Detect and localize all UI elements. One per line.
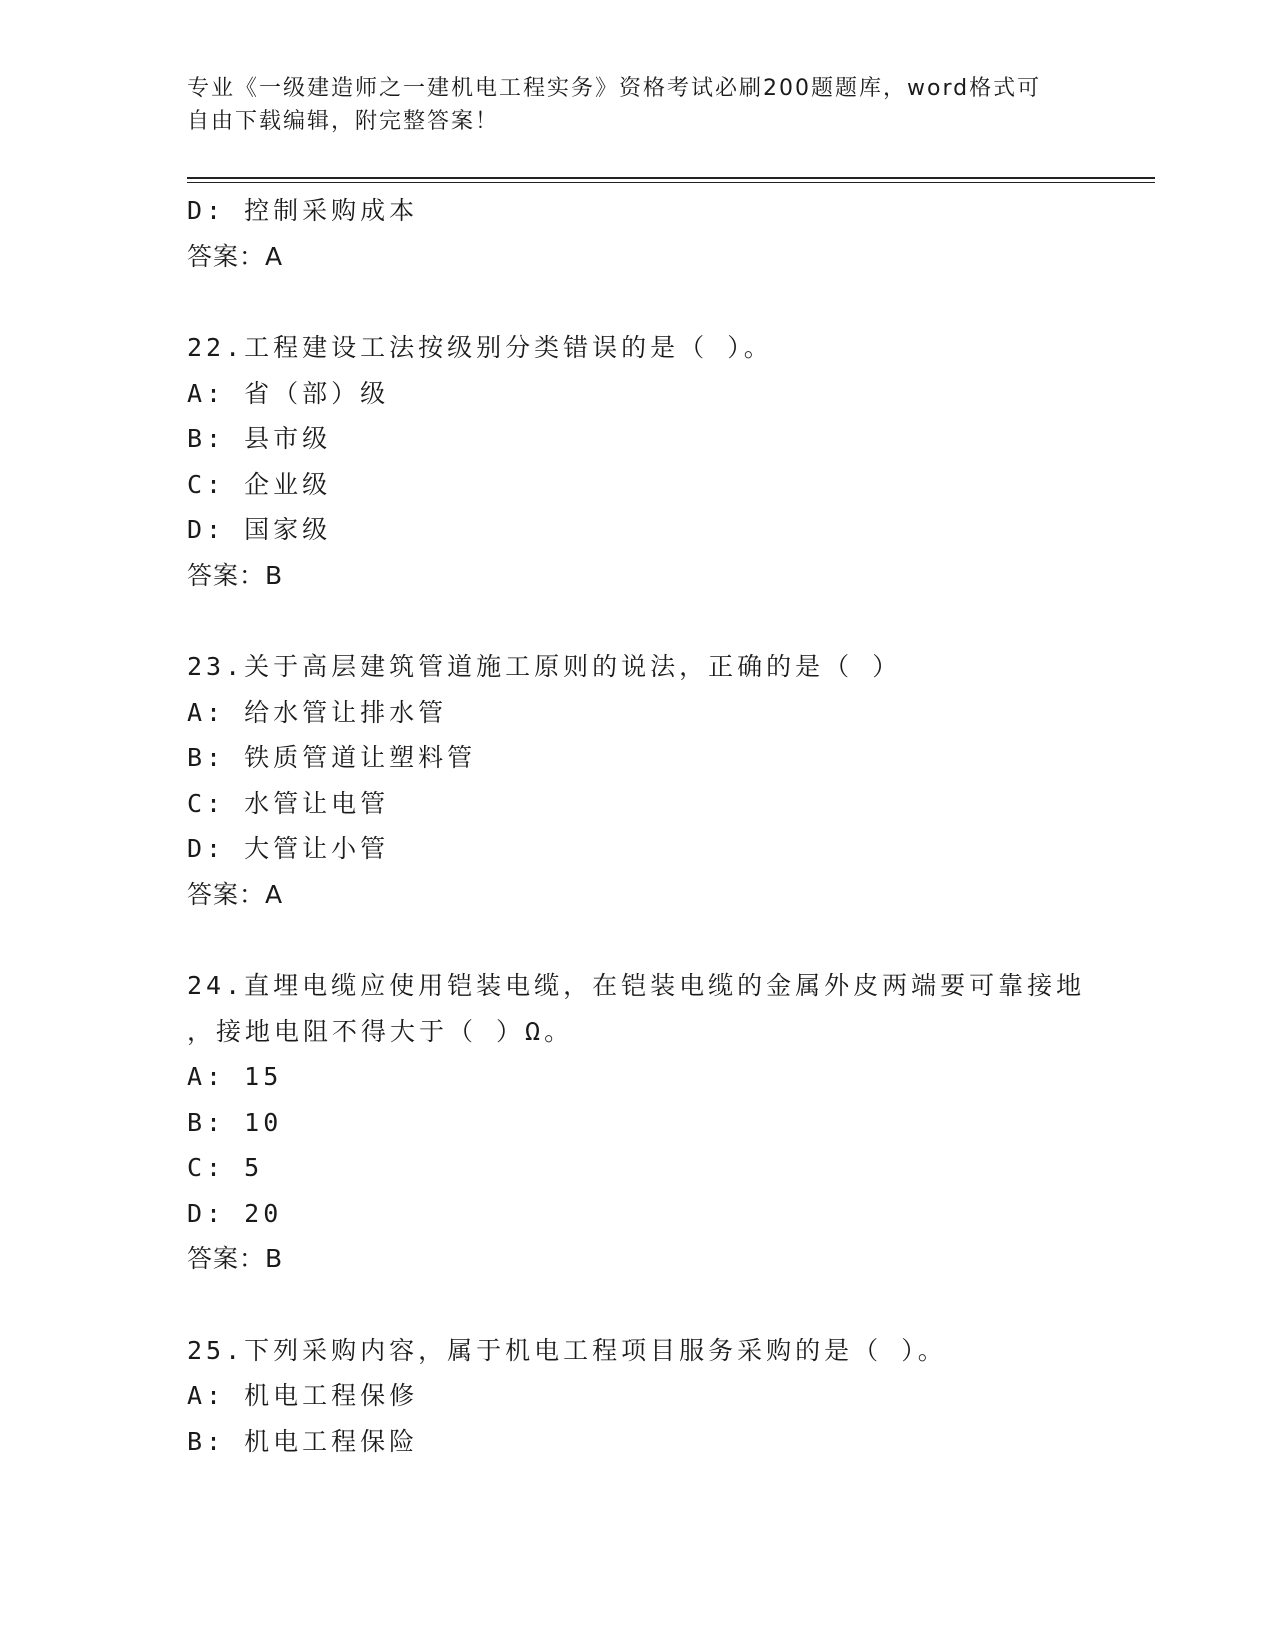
option-c: C: 5 xyxy=(187,1153,264,1182)
question-23 xyxy=(187,644,1147,917)
answer: 答案：A xyxy=(187,241,284,271)
header-line-1: 专业《一级建造师之一建机电工程实务》资格考试必刷200题题库，word格式可 xyxy=(187,76,1042,101)
answer: 答案：A xyxy=(187,879,284,909)
header-rule-thin xyxy=(187,182,1155,183)
question-stem-line-1: 24.直埋电缆应使用铠装电缆，在铠装电缆的金属外皮两端要可靠接地 xyxy=(187,971,1086,1000)
option-a: A: 15 xyxy=(187,1062,283,1091)
question-stem: 23.关于高层建筑管道施工原则的说法，正确的是（ ） xyxy=(187,652,902,681)
option-b: B: 县市级 xyxy=(187,424,332,453)
option-b: B: 铁质管道让塑料管 xyxy=(187,743,477,772)
option-d: D: 20 xyxy=(187,1198,283,1228)
question-list xyxy=(187,188,1147,1464)
document-header xyxy=(187,72,1067,138)
answer: 答案：B xyxy=(187,1244,284,1273)
option-d: D: 大管让小管 xyxy=(187,834,390,863)
question-stem: 22.工程建设工法按级别分类错误的是（ ）。 xyxy=(187,333,773,362)
option-c: C: 企业级 xyxy=(187,469,332,499)
option-b: B: 10 xyxy=(187,1107,283,1137)
question-stem-line-2: ，接地电阻不得大于（ ）Ω。 xyxy=(187,1016,574,1046)
header-rule-thick xyxy=(187,177,1155,179)
question-25 xyxy=(187,1328,1147,1465)
question-22 xyxy=(187,325,1147,598)
option-a: A: 机电工程保修 xyxy=(187,1381,419,1410)
question-stem: 25.下列采购内容，属于机电工程项目服务采购的是（ ）。 xyxy=(187,1335,947,1365)
option-a: A: 省（部）级 xyxy=(187,378,390,408)
option-a: A: 给水管让排水管 xyxy=(187,697,448,727)
option-c: C: 水管让电管 xyxy=(187,788,390,818)
header-line-2: 自由下载编辑，附完整答案！ xyxy=(187,109,500,134)
option-d: D: 控制采购成本 xyxy=(187,196,419,225)
answer: 答案：B xyxy=(187,560,284,590)
option-b: B: 机电工程保险 xyxy=(187,1426,419,1456)
question-24 xyxy=(187,963,1147,1282)
option-d: D: 国家级 xyxy=(187,515,332,544)
